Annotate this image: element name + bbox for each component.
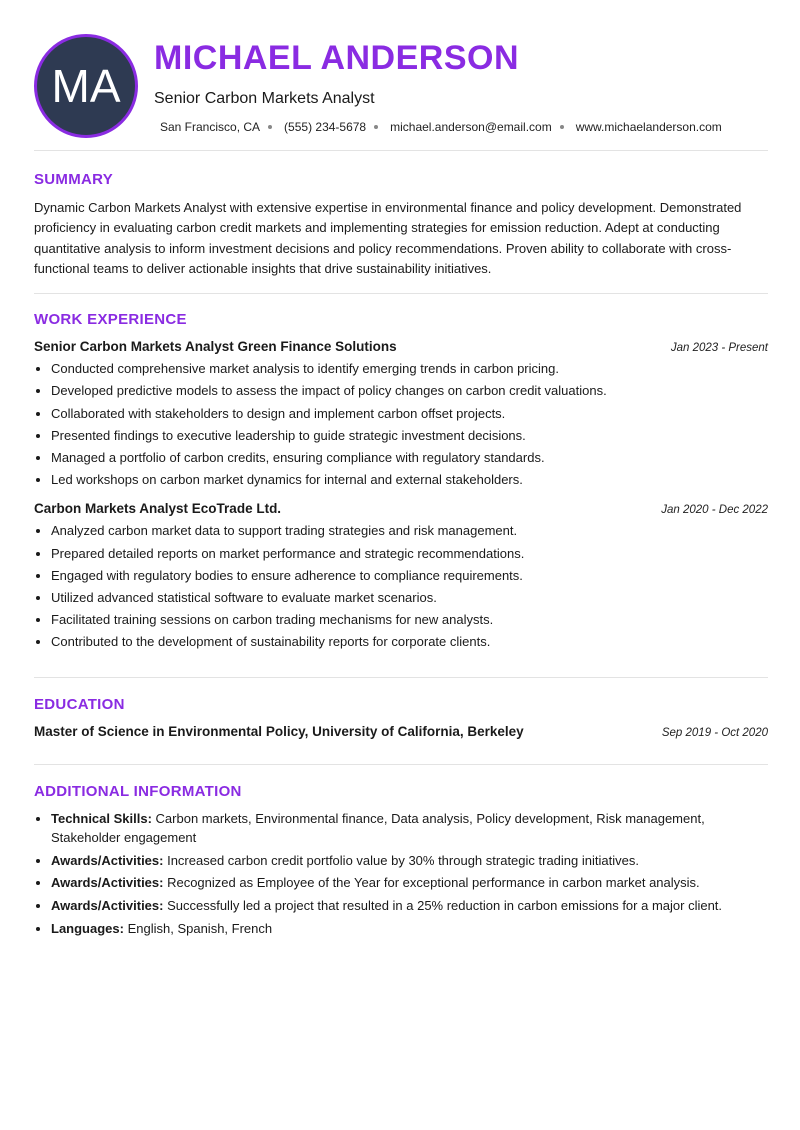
job-entry (34, 501, 768, 653)
section-heading-additional: ADDITIONAL INFORMATION (34, 782, 242, 800)
contact-location: San Francisco, CA (160, 120, 261, 134)
additional-item (51, 873, 768, 893)
section-heading-education: EDUCATION (34, 695, 125, 713)
education-section (34, 695, 768, 739)
job-bullet: • Facilitated training sessions on carbon trading mechanisms for new analysts. (51, 609, 768, 631)
experience-section (34, 310, 768, 653)
section-heading-summary: SUMMARY (34, 171, 114, 188)
job-bullets (34, 520, 768, 653)
education-entry (34, 724, 768, 739)
job-bullet: • Utilized advanced statistical software to evaluate market scenarios. (51, 587, 768, 609)
item-label: Awards/Activities: (51, 875, 164, 891)
job-title: Carbon Markets Analyst EcoTrade Ltd. (34, 501, 282, 517)
summary-section (34, 170, 768, 279)
candidate-name: MICHAEL ANDERSON (154, 39, 520, 77)
additional-list (34, 809, 768, 939)
job-entry (34, 339, 768, 491)
job-bullet: • Collaborated with stakeholders to design and implement carbon offset projects. (51, 403, 768, 425)
resume-header (34, 34, 768, 138)
job-bullets (34, 358, 768, 491)
job-title: Senior Carbon Markets Analyst Green Finance Solutions (34, 339, 397, 355)
divider (34, 293, 768, 294)
job-bullet: • Engaged with regulatory bodies to ensure adherence to compliance requirements. (51, 565, 768, 587)
job-bullet: • Presented findings to executive leadership to guide strategic investment decisions. (51, 425, 768, 447)
item-text: Successfully led a project that resulted in a 25% reduction in carbon emissions for a major client. (163, 897, 723, 913)
contact-line (160, 120, 722, 134)
additional-item (51, 919, 768, 939)
job-bullet: • Analyzed carbon market data to support trading strategies and risk management. (51, 520, 768, 542)
job-dates: Jan 2023 - Present (670, 342, 768, 355)
item-label: Languages: (51, 921, 124, 937)
job-bullet: • Led workshops on carbon market dynamics for internal and external stakeholders. (51, 469, 768, 491)
contact-email[interactable]: michael.anderson@email.com (390, 120, 552, 134)
additional-item (51, 809, 768, 848)
resume-page (34, 34, 768, 942)
job-header (34, 501, 768, 516)
additional-item (51, 896, 768, 916)
item-label: Technical Skills: (51, 810, 152, 826)
job-bullet: • Conducted comprehensive market analysis to identify emerging trends in carbon pricing. (51, 358, 768, 380)
avatar (34, 34, 138, 138)
separator-dot (560, 125, 564, 129)
job-header (34, 339, 768, 354)
item-text: English, Spanish, French (123, 921, 273, 937)
separator-dot (374, 125, 378, 129)
job-bullet: • Managed a portfolio of carbon credits, ensuring compliance with regulatory standards. (51, 447, 768, 469)
job-bullet: • Contributed to the development of sustainability reports for corporate clients. (51, 631, 768, 653)
education-dates: Sep 2019 - Oct 2020 (661, 726, 768, 739)
degree: Master of Science in Environmental Policy, University of California, Berkeley (34, 723, 524, 739)
contact-website[interactable]: www.michaelanderson.com (575, 120, 722, 134)
job-bullet: • Developed predictive models to assess the impact of policy changes on carbon credit valuations. (51, 380, 768, 402)
avatar-initials: MA (51, 60, 121, 112)
separator-dot (268, 125, 272, 129)
item-label: Awards/Activities: (51, 852, 164, 868)
contact-phone: (555) 234-5678 (284, 120, 367, 134)
job-bullet: • Prepared detailed reports on market performance and strategic recommendations. (51, 543, 768, 565)
item-text: Increased carbon credit portfolio value by 30% through strategic trading initiatives. (163, 852, 639, 868)
divider (34, 677, 768, 678)
additional-item (51, 851, 768, 871)
divider (34, 150, 768, 151)
job-dates: Jan 2020 - Dec 2022 (661, 504, 768, 517)
item-label: Awards/Activities: (51, 897, 164, 913)
candidate-title: Senior Carbon Markets Analyst (154, 90, 375, 107)
summary-text: Dynamic Carbon Markets Analyst with extensive expertise in environmental finance and policy development. Demonstrated proficiency in evaluating carbon credit markets and implementing strategies for emission reduction. Adept at conducting quantitative analysis to inform investment decisions and policy recommendations. Proven ability to collaborate with cross-functional teams to deliver actionable insights that drive sustainability initiatives. (34, 200, 742, 276)
divider (34, 764, 768, 765)
item-text: Recognized as Employee of the Year for exceptional performance in carbon market analysis. (163, 875, 700, 891)
additional-section (34, 782, 768, 939)
item-text: Carbon markets, Environmental finance, Data analysis, Policy development, Risk management, Stakeholder engagement (51, 810, 705, 846)
section-heading-experience: WORK EXPERIENCE (34, 311, 187, 329)
